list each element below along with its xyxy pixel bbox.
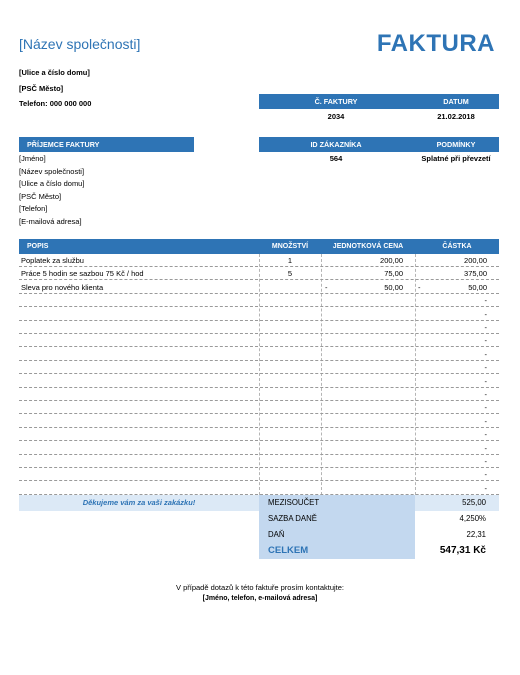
- row-quantity: [259, 348, 321, 361]
- row-amount: -: [484, 349, 487, 359]
- table-row: [19, 468, 499, 481]
- row-quantity: [259, 468, 321, 481]
- row-description: Poplatek za službu: [21, 256, 84, 265]
- col-quantity: MNOŽSTVÍ: [271, 243, 309, 250]
- recipient-phone: [Telefon]: [19, 204, 48, 213]
- row-description: [21, 361, 257, 374]
- row-quantity: [259, 361, 321, 374]
- row-quantity: [259, 308, 321, 321]
- table-row: [19, 334, 499, 347]
- row-unit-price: [321, 455, 415, 468]
- subtotal-label: MEZISOUČET: [268, 498, 320, 507]
- row-unit-price: [321, 415, 415, 428]
- terms-label: PODMÍNKY: [436, 140, 476, 149]
- row-quantity: [259, 388, 321, 401]
- invoice-date-label: DATUM: [443, 97, 469, 106]
- row-description: [21, 388, 257, 401]
- items-table: [19, 239, 499, 495]
- table-row: [19, 375, 499, 388]
- col-unit-price: JEDNOTKOVÁ CENA: [332, 243, 404, 250]
- row-unit-price: [321, 348, 415, 361]
- row-unit-price: 200,00: [380, 256, 403, 265]
- table-row: [19, 428, 499, 441]
- table-row: [19, 415, 499, 428]
- footer-contact-text: V případě dotazů k této faktuře prosím kontaktujte:: [175, 583, 344, 592]
- row-description: [21, 375, 257, 388]
- row-quantity: [259, 428, 321, 441]
- table-row: [19, 254, 499, 267]
- row-unit-price: [321, 468, 415, 481]
- row-description: [21, 294, 257, 307]
- invoice-number-label: Č. FAKTURY: [314, 97, 358, 106]
- row-quantity: [259, 375, 321, 388]
- sender-city: [PSČ Město]: [19, 84, 64, 93]
- row-amount: 375,00: [464, 269, 487, 279]
- row-amount: -: [484, 470, 487, 480]
- recipient-company: [Název společnosti]: [19, 167, 85, 176]
- row-description: [21, 482, 257, 495]
- row-unit-price: [321, 442, 415, 455]
- row-amount: -: [484, 430, 487, 440]
- customer-id: 564: [329, 154, 343, 163]
- table-row: [19, 482, 499, 495]
- row-unit-price: 50,00: [384, 282, 403, 292]
- invoice-date: 21.02.2018: [437, 112, 475, 121]
- row-description: [21, 401, 257, 414]
- col-amount: ČÁSTKA: [442, 243, 472, 250]
- total-label: CELKEM: [268, 545, 309, 556]
- tax-rate-row: [259, 511, 499, 527]
- row-description: [21, 308, 257, 321]
- row-unit-price: [321, 375, 415, 388]
- row-description: [21, 428, 257, 441]
- row-amount: -: [484, 416, 487, 426]
- sender-street: [Ulice a číslo domu]: [19, 68, 90, 77]
- recipient-email: [E-mailová adresa]: [19, 217, 82, 226]
- row-amount-sign: -: [418, 282, 421, 292]
- table-row: [19, 281, 499, 294]
- recipient-name: [Jméno]: [19, 154, 46, 163]
- row-quantity: [259, 294, 321, 307]
- row-amount: 50,00: [468, 282, 487, 292]
- row-amount: -: [484, 323, 487, 332]
- row-quantity: [259, 455, 321, 468]
- row-description: [21, 415, 257, 428]
- payment-terms: Splatné při převzetí: [421, 154, 491, 163]
- row-quantity: [259, 401, 321, 414]
- table-row: [19, 321, 499, 334]
- tax-label: DAŇ: [268, 530, 285, 539]
- row-amount: -: [484, 296, 487, 306]
- tax-rate-label: SAZBA DANĚ: [268, 514, 317, 523]
- row-unit-price: [321, 428, 415, 441]
- tax-rate-value: 4,250%: [459, 514, 486, 523]
- company-name: [Název společnosti]: [19, 36, 141, 52]
- sender-phone: Telefon: 000 000 000: [19, 99, 92, 108]
- row-description: [21, 348, 257, 361]
- recipient-city: [PSČ Město]: [19, 192, 62, 201]
- subtotal-row: [259, 495, 499, 511]
- row-amount: -: [484, 403, 487, 413]
- row-quantity: [259, 321, 321, 334]
- row-quantity: 1: [287, 256, 293, 265]
- row-amount: -: [484, 390, 487, 399]
- row-quantity: [259, 334, 321, 347]
- thank-you-message: Děkujeme vám za vaši zakázku!: [19, 495, 259, 511]
- row-unit-price: [321, 361, 415, 374]
- table-row: [19, 361, 499, 374]
- col-description: POPIS: [27, 243, 49, 250]
- row-amount: -: [484, 443, 487, 453]
- row-amount: -: [484, 363, 487, 373]
- row-unit-price: [321, 308, 415, 321]
- row-amount: 200,00: [464, 256, 487, 265]
- row-description: [21, 442, 257, 455]
- recipient-street: [Ulice a číslo domu]: [19, 179, 85, 188]
- table-row: [19, 294, 499, 307]
- invoice-number: 2034: [327, 112, 345, 121]
- row-description: [21, 455, 257, 468]
- document-title: FAKTURA: [376, 30, 495, 57]
- row-amount: -: [484, 483, 487, 493]
- row-description: [21, 334, 257, 347]
- tax-value: 22,31: [466, 530, 486, 539]
- customer-terms-header: [259, 137, 499, 152]
- row-unit-price-sign: -: [325, 282, 328, 292]
- row-quantity: [259, 415, 321, 428]
- total-row: [259, 543, 499, 559]
- table-row: [19, 401, 499, 414]
- invoice-number-date-header: [259, 94, 499, 109]
- row-description: Práce 5 hodin se sazbou 75 Kč / hod: [21, 269, 144, 279]
- row-quantity: [259, 482, 321, 495]
- row-unit-price: 75,00: [384, 269, 403, 279]
- row-amount: -: [484, 336, 487, 346]
- table-row: [19, 308, 499, 321]
- row-description: [21, 321, 257, 334]
- row-amount: -: [484, 376, 487, 386]
- items-table-header: [19, 239, 499, 254]
- row-unit-price: [321, 401, 415, 414]
- row-quantity: 5: [287, 269, 293, 279]
- row-unit-price: [321, 294, 415, 307]
- row-quantity: [259, 442, 321, 455]
- customer-id-label: ID ZÁKAZNÍKA: [310, 140, 362, 149]
- row-unit-price: [321, 321, 415, 334]
- table-row: [19, 455, 499, 468]
- row-description: Sleva pro nového klienta: [21, 282, 104, 292]
- row-amount: -: [484, 457, 487, 466]
- row-amount: -: [484, 309, 487, 319]
- footer-contact-details: [Jméno, telefon, e-mailová adresa]: [202, 595, 318, 602]
- total-value: 547,31 Kč: [439, 545, 486, 556]
- table-row: [19, 267, 499, 280]
- row-unit-price: [321, 334, 415, 347]
- recipient-header: PŘÍJEMCE FAKTURY: [19, 137, 194, 152]
- table-row: [19, 348, 499, 361]
- row-unit-price: [321, 482, 415, 495]
- table-row: [19, 442, 499, 455]
- row-quantity: [259, 281, 321, 294]
- subtotal-value: 525,00: [462, 498, 486, 507]
- row-description: [21, 468, 257, 481]
- tax-row: [259, 527, 499, 543]
- row-unit-price: [321, 388, 415, 401]
- table-row: [19, 388, 499, 401]
